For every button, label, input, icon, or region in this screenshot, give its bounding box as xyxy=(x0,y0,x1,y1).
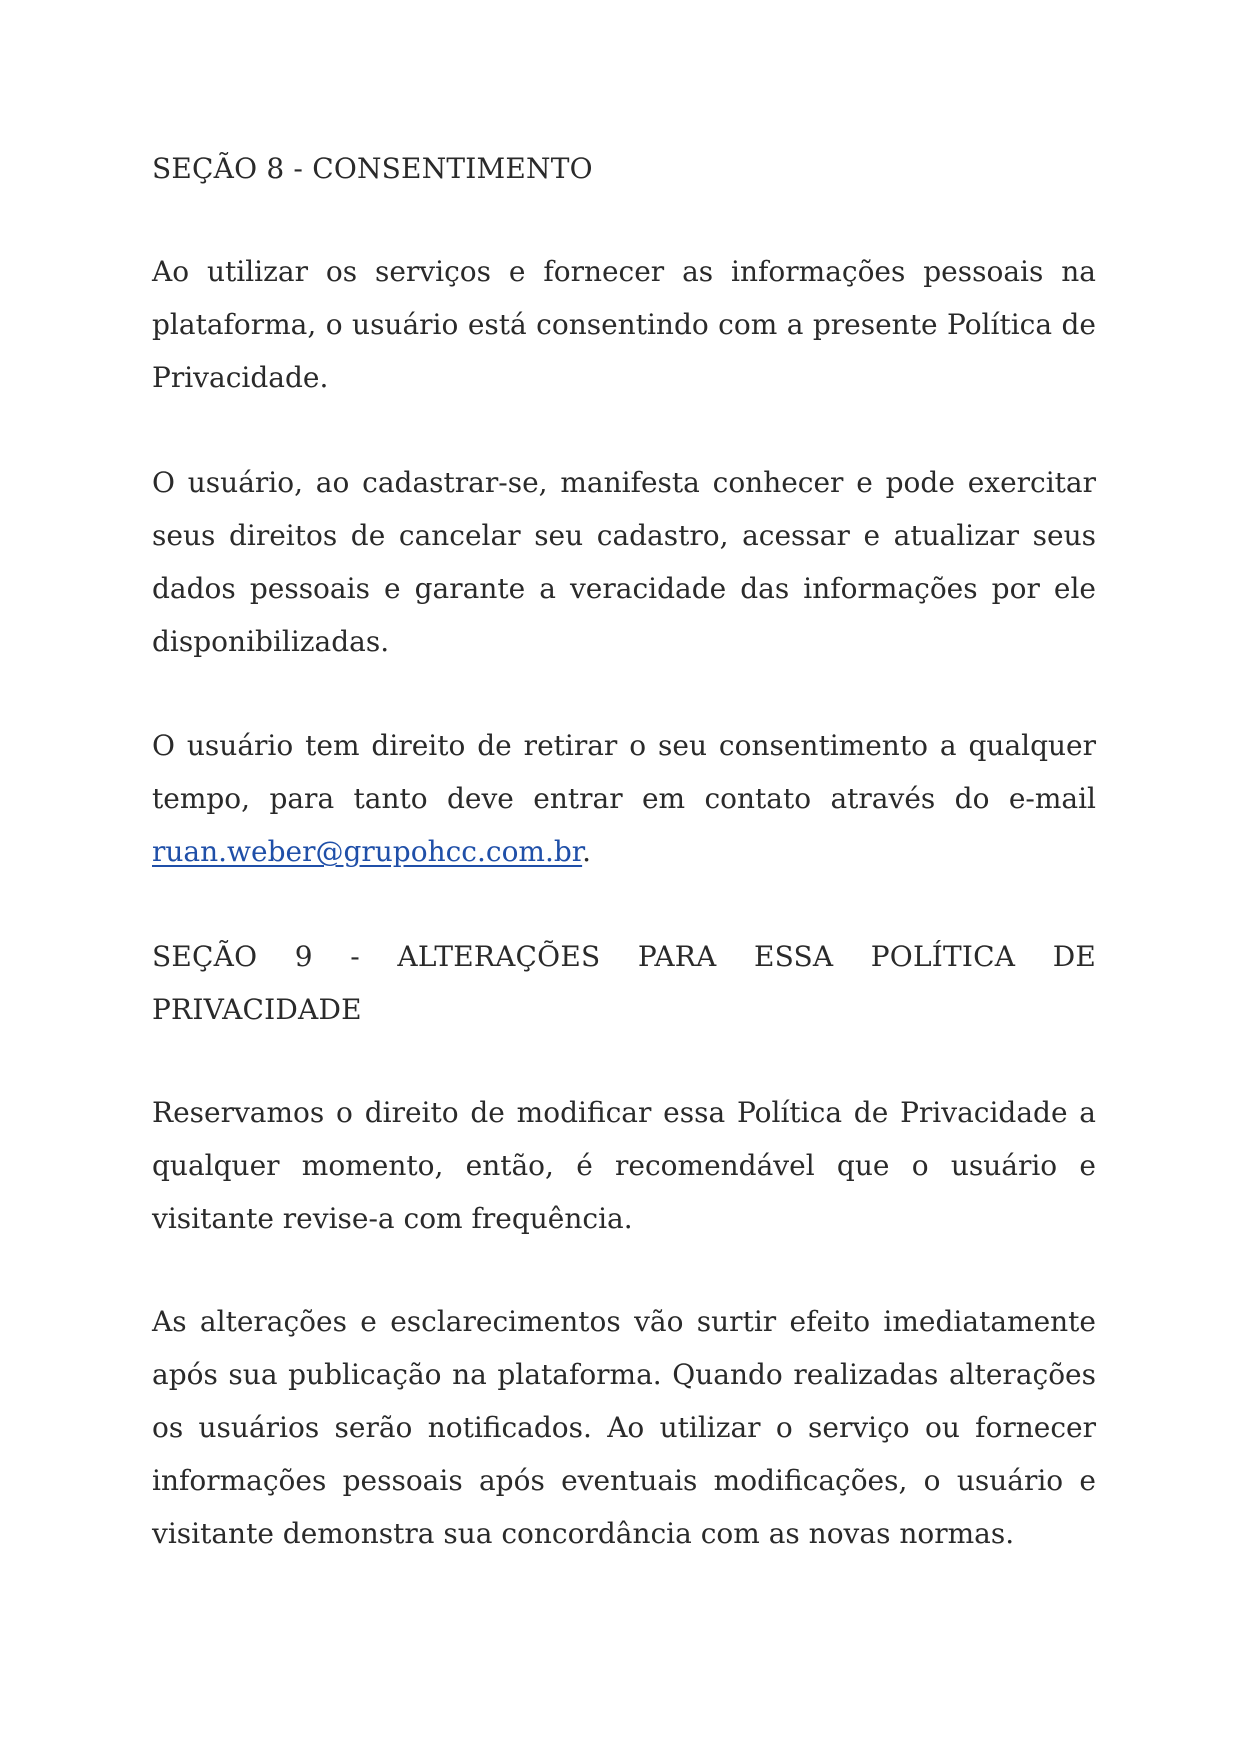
section-8-paragraph-3 xyxy=(152,719,1096,878)
section-9-title: SEÇÃO 9 - ALTERAÇÕES PARA ESSA POLÍTICA DE PRIVACIDADE xyxy=(152,940,1096,1026)
section-9-paragraph-1: Reservamos o direito de modificar essa Política de Privacidade a qualquer momento, então, é recomendável que o usuário e visitante revise-a com frequência. xyxy=(152,1096,1096,1235)
section-8-paragraph-3-text: O usuário tem direito de retirar o seu consentimento a qualquer tempo, para tanto deve entrar em contato através do e-mail xyxy=(152,729,1096,815)
contact-email-link[interactable]: ruan.weber@grupohcc.com.br xyxy=(152,835,583,868)
section-8-paragraph-3-end: . xyxy=(582,835,592,868)
section-8-title: SEÇÃO 8 - CONSENTIMENTO xyxy=(152,152,593,185)
section-9-paragraph-2: As alterações e esclarecimentos vão surtir efeito imediatamente após sua publicação na plataforma. Quando realizadas alterações os usuários serão notificados. Ao utilizar o serviço ou fornecer informações pessoais após eventuais modificações, o usuário e visitante demonstra sua concordância com as novas normas. xyxy=(152,1305,1096,1550)
section-8-paragraph-2: O usuário, ao cadastrar-se, manifesta conhecer e pode exercitar seus direitos de cancelar seu cadastro, acessar e atualizar seus dados pessoais e garante a veracidade das informações por ele disponibilizadas. xyxy=(152,466,1096,658)
section-8-paragraph-1: Ao utilizar os serviços e fornecer as informações pessoais na plataforma, o usuário está consentindo com a presente Política de Privacidade. xyxy=(152,255,1096,394)
